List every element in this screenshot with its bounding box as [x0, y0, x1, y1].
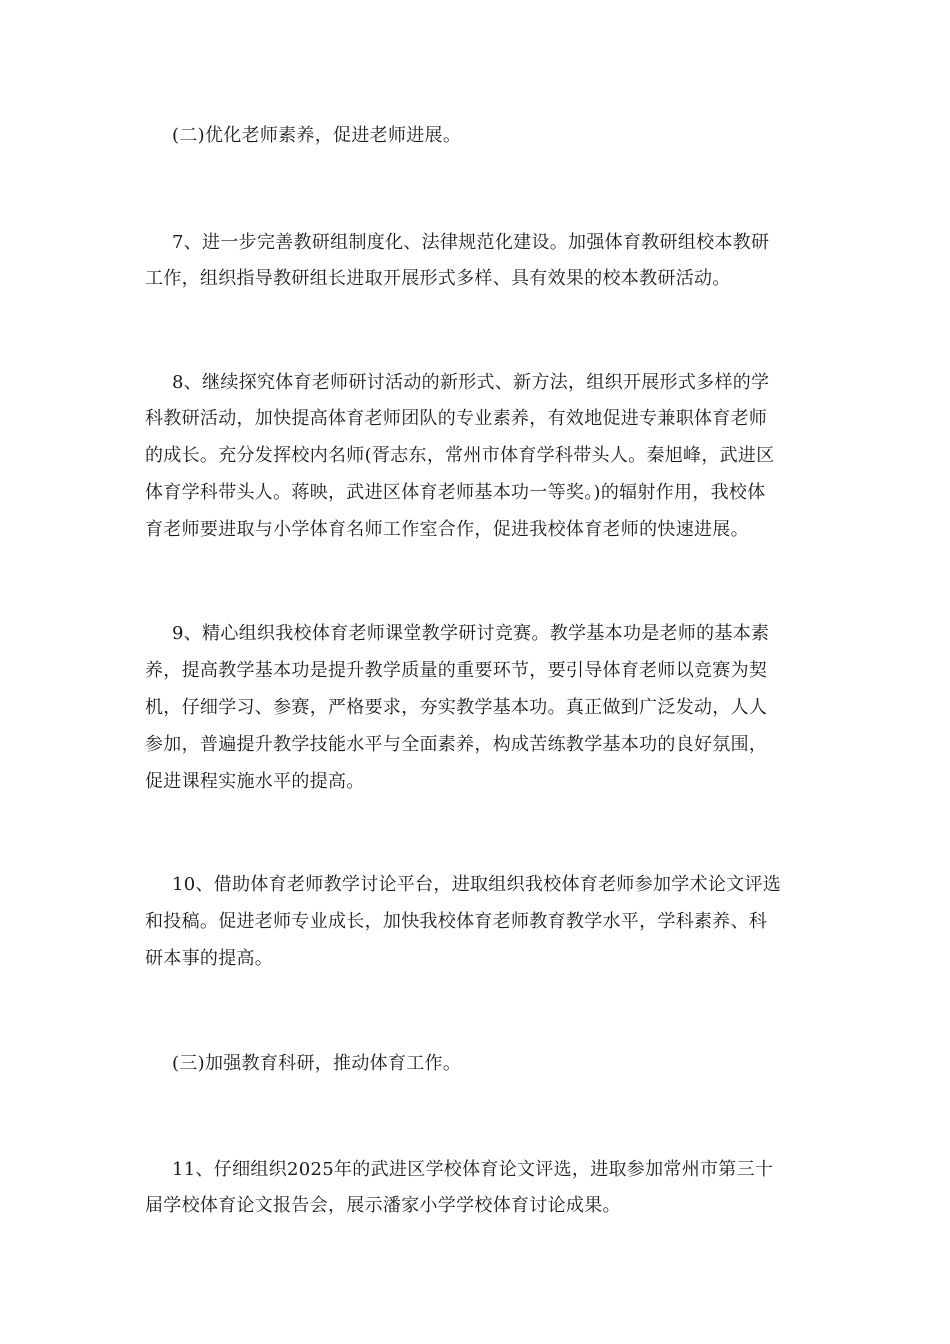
section-heading-3: (三)加强教育科研，推动体育工作。	[172, 1053, 462, 1074]
paragraph-line: 届学校体育论文报告会，展示潘家小学学校体育讨论成果。	[145, 1195, 621, 1216]
paragraph-line: 机，仔细学习、参赛，严格要求，夯实教学基本功。真正做到广泛发动，人人	[145, 697, 768, 718]
paragraph-line: 8、继续探究体育老师研讨活动的新形式、新方法，组织开展形式多样的学	[172, 372, 770, 393]
paragraph-line: 促进课程实施水平的提高。	[145, 771, 365, 792]
paragraph-line: 育老师要进取与小学体育名师工作室合作，促进我校体育老师的快速进展。	[145, 519, 749, 540]
paragraph-line: 养，提高教学基本功是提升教学质量的重要环节，要引导体育老师以竞赛为契	[145, 660, 768, 681]
paragraph-line: 体育学科带头人。蒋映，武进区体育老师基本功一等奖。)的辐射作用，我校体	[145, 482, 766, 503]
paragraph-line: 参加，普遍提升教学技能水平与全面素养，构成苦练教学基本功的良好氛围，	[145, 734, 768, 755]
paragraph-line: 研本事的提高。	[145, 948, 274, 969]
paragraph-line: 和投稿。促进老师专业成长，加快我校体育老师教育教学水平，学科素养、科	[145, 911, 768, 932]
paragraph-line: 工作，组织指导教研组长进取开展形式多样、具有效果的校本教研活动。	[145, 268, 731, 289]
paragraph-line: 10、借助体育老师教学讨论平台，进取组织我校体育老师参加学术论文评选	[172, 874, 782, 895]
paragraph-line: 的成长。充分发挥校内名师(胥志东，常州市体育学科带头人。秦旭峰，武进区	[145, 445, 775, 466]
paragraph-line: 11、仔细组织2025年的武进区学校体育论文评选，进取参加常州市第三十	[172, 1159, 774, 1180]
section-heading-2: (二)优化老师素养，促进老师进展。	[172, 125, 462, 146]
paragraph-line: 科教研活动，加快提高体育老师团队的专业素养，有效地促进专兼职体育老师	[145, 408, 768, 429]
paragraph-line: 7、进一步完善教研组制度化、法律规范化建设。加强体育教研组校本教研	[172, 232, 770, 253]
paragraph-line: 9、精心组织我校体育老师课堂教学研讨竞赛。教学基本功是老师的基本素	[172, 623, 770, 644]
